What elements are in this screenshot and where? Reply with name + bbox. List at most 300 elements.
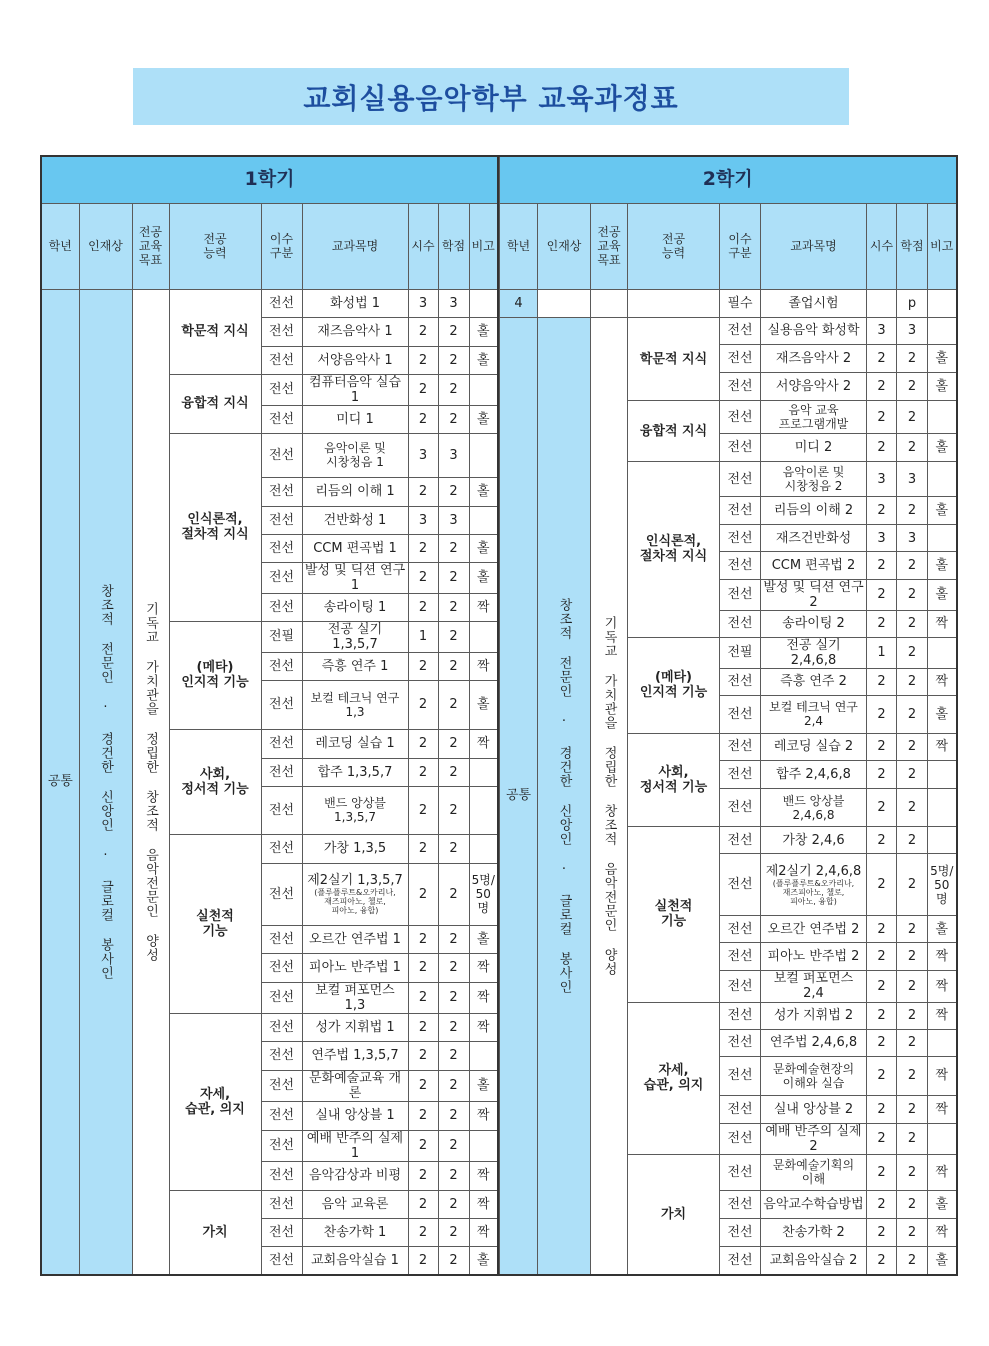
cell-hours: 2 <box>408 786 438 834</box>
cell-credit: 2 <box>438 346 469 374</box>
ability-cell: 융합적 지식 <box>169 374 261 433</box>
cell-type: 전선 <box>720 943 761 971</box>
cell-credit: 2 <box>438 1190 469 1218</box>
cell-note: 짝 <box>469 953 498 982</box>
cell-type: 전선 <box>261 1041 302 1070</box>
cell-type: 전선 <box>720 668 761 695</box>
cell-course: 전공 실기 2,4,6,8 <box>761 637 867 668</box>
cell-credit: 2 <box>438 374 469 405</box>
goal-cell: 기독교 가치관을 정립한 창조적 음악전문인 양성 <box>591 317 628 1275</box>
cell-hours: 2 <box>867 497 897 525</box>
cell-hours: 2 <box>408 1190 438 1218</box>
cell-course: 발성 및 딕션 연구2 <box>761 579 867 610</box>
cell-type: 전선 <box>261 1218 302 1246</box>
cell-type: 전선 <box>261 758 302 786</box>
cell-credit: 2 <box>897 943 928 971</box>
semester-label: 1학기 <box>41 156 498 203</box>
cell-credit: 2 <box>438 680 469 729</box>
cell-type: 전선 <box>720 525 761 552</box>
cell-type: 전선 <box>261 506 302 534</box>
cell-hours: 3 <box>867 525 897 552</box>
cell-credit: 2 <box>897 1219 928 1247</box>
cell-type: 전선 <box>261 405 302 433</box>
cell-course: 재즈건반화성 <box>761 525 867 552</box>
grade-cell: 공통 <box>500 317 538 1275</box>
cell-course: 보컬 퍼포먼스 2,4 <box>761 971 867 1002</box>
cell-type: 전선 <box>261 786 302 834</box>
cell-note: 홀 <box>469 477 498 506</box>
page-title: 교회실용음악학부 교육과정표 <box>133 68 849 125</box>
cell-type: 전필 <box>261 621 302 652</box>
cell-note <box>469 786 498 834</box>
cell-type: 전선 <box>720 854 761 916</box>
course-sub-note: (플루플루트&오카리나, 재즈피아노, 첼로, 피아노, 융합) <box>772 878 855 906</box>
cell-credit: 2 <box>897 1154 928 1190</box>
cell-credit: 2 <box>897 373 928 401</box>
cell-type: 전선 <box>720 916 761 943</box>
cell-type: 전선 <box>720 1095 761 1123</box>
cell-hours: 2 <box>867 1056 897 1095</box>
cell-note <box>469 289 498 317</box>
cell-note: 짝 <box>469 729 498 758</box>
cell-note: 홀 <box>928 916 957 943</box>
ability-cell: 융합적 지식 <box>628 401 720 462</box>
cell-hours: 2 <box>867 668 897 695</box>
cell-note <box>469 1130 498 1161</box>
cell-note: 홀 <box>469 346 498 374</box>
cell-type: 전선 <box>720 1123 761 1154</box>
cell-credit: 2 <box>438 621 469 652</box>
cell-credit: 2 <box>897 1247 928 1275</box>
cell-hours: 2 <box>867 971 897 1002</box>
cell-hours: 2 <box>867 827 897 854</box>
cell-type: 전선 <box>261 652 302 680</box>
cell-hours: 2 <box>408 925 438 953</box>
cell-type: 전선 <box>720 401 761 434</box>
cell-type: 전선 <box>720 579 761 610</box>
cell-hours: 2 <box>408 1130 438 1161</box>
cell-type: 전선 <box>261 925 302 953</box>
cell-note: 홀 <box>928 434 957 462</box>
header-ability: 전공 능력 <box>628 203 720 289</box>
cell-hours: 2 <box>867 1190 897 1218</box>
cell-hours: 2 <box>408 758 438 786</box>
cell-hours: 2 <box>408 1101 438 1130</box>
cell-credit: 3 <box>438 289 469 317</box>
cell-course: 실용음악 화성학 <box>761 317 867 344</box>
cell-hours: 2 <box>408 1218 438 1246</box>
cell-credit: 2 <box>438 925 469 953</box>
cell-course: 레코딩 실습 2 <box>761 733 867 760</box>
cell-credit: 2 <box>438 729 469 758</box>
cell-credit: 2 <box>897 1095 928 1123</box>
cell-course: 제2실기 2,4,6,8 (플루플루트&오카리나, 재즈피아노, 첼로, 피아노, 융합) <box>761 854 867 916</box>
cell-hours: 2 <box>867 373 897 401</box>
cell-credit: 3 <box>438 506 469 534</box>
cell-note: 짝 <box>928 1095 957 1123</box>
cell-hours: 2 <box>408 1070 438 1101</box>
cell-course: 음악이론 및 시창청음 1 <box>302 433 408 477</box>
cell-type: 전선 <box>720 497 761 525</box>
cell-hours: 2 <box>408 1041 438 1070</box>
cell-course: 레코딩 실습 1 <box>302 729 408 758</box>
cell-note <box>469 621 498 652</box>
cell-course: 즉흥 연주 1 <box>302 652 408 680</box>
cell-hours: 2 <box>867 1219 897 1247</box>
ability-cell: 인식론적, 절차적 지식 <box>169 433 261 621</box>
cell-course: 송라이팅 1 <box>302 593 408 621</box>
cell-credit: 2 <box>438 1013 469 1041</box>
cell-course: 보컬 테크닉 연구 2,4 <box>761 695 867 733</box>
cell-note: 홀 <box>469 1070 498 1101</box>
cell-hours: 2 <box>408 652 438 680</box>
cell-credit: 2 <box>897 1002 928 1029</box>
cell-credit: 2 <box>438 652 469 680</box>
cell-note: 홀 <box>928 579 957 610</box>
cell-type: 전선 <box>261 863 302 925</box>
cell-note <box>928 637 957 668</box>
header-goal: 전공 교육 목표 <box>591 203 628 289</box>
ability-cell: 실천적 기능 <box>169 834 261 1013</box>
cell-credit: 2 <box>897 1190 928 1218</box>
cell-course: 찬송가학 2 <box>761 1219 867 1247</box>
cell-note: 짝 <box>928 1056 957 1095</box>
cell-type: 전선 <box>261 317 302 346</box>
cell-credit: 2 <box>438 562 469 593</box>
cell-note <box>928 525 957 552</box>
cell-hours: 1 <box>867 637 897 668</box>
cell-note: 짝 <box>469 593 498 621</box>
cell-type: 전선 <box>261 680 302 729</box>
cell-note: 홀 <box>469 562 498 593</box>
cell-course: 서양음악사 2 <box>761 373 867 401</box>
goal-cell: 기독교 가치관을 정립한 창조적 음악전문인 양성 <box>132 289 169 1275</box>
cell-type: 전선 <box>720 317 761 344</box>
cell-type: 전선 <box>720 1002 761 1029</box>
cell-course: 가창 1,3,5 <box>302 834 408 863</box>
cell-type: 전선 <box>720 827 761 854</box>
cell-course: 송라이팅 2 <box>761 610 867 637</box>
cell-credit: 2 <box>897 695 928 733</box>
cell-credit: 2 <box>897 637 928 668</box>
cell-hours: 2 <box>408 562 438 593</box>
cell-note: 짝 <box>928 1219 957 1247</box>
header-talent: 인재상 <box>538 203 591 289</box>
cell-type: 전선 <box>720 373 761 401</box>
cell-course: 음악 교육 프로그램개발 <box>761 401 867 434</box>
cell-note: 짝 <box>469 1013 498 1041</box>
cell-credit: 2 <box>897 579 928 610</box>
header-credit: 학점 <box>897 203 928 289</box>
cell-credit: 2 <box>438 1070 469 1101</box>
cell-note <box>928 289 957 317</box>
cell-type: 전선 <box>261 729 302 758</box>
cell-course: 졸업시험 <box>761 289 867 317</box>
cell-hours: 2 <box>867 401 897 434</box>
cell-hours: 2 <box>408 405 438 433</box>
cell-hours: 2 <box>408 346 438 374</box>
cell-note: 짝 <box>469 1161 498 1190</box>
cell-note: 홀 <box>928 373 957 401</box>
cell-note: 짝 <box>469 1218 498 1246</box>
cell-credit: 2 <box>897 827 928 854</box>
empty-cell <box>591 289 628 317</box>
cell-type: 전필 <box>720 637 761 668</box>
cell-course: 문화예술기획의 이해 <box>761 1154 867 1190</box>
ability-cell: 가치 <box>628 1154 720 1275</box>
cell-course: 음악감상과 비평 <box>302 1161 408 1190</box>
cell-note: 홀 <box>469 534 498 562</box>
cell-credit: 2 <box>897 497 928 525</box>
cell-course: 전공 실기 1,3,5,7 <box>302 621 408 652</box>
cell-course: 밴드 앙상블 2,4,6,8 <box>761 789 867 827</box>
ability-cell: 인식론적, 절차적 지식 <box>628 462 720 637</box>
cell-note: 홀 <box>928 1190 957 1218</box>
cell-note <box>469 374 498 405</box>
cell-hours: 2 <box>867 1095 897 1123</box>
cell-hours <box>867 289 897 317</box>
cell-course: 화성법 1 <box>302 289 408 317</box>
cell-course: 예배 반주의 실제 1 <box>302 1130 408 1161</box>
cell-type: 전선 <box>720 760 761 788</box>
cell-hours: 3 <box>408 506 438 534</box>
cell-course: 음악교수학습방법 <box>761 1190 867 1218</box>
cell-credit: 2 <box>438 863 469 925</box>
cell-note: 홀 <box>928 344 957 372</box>
cell-course: 실내 앙상블 2 <box>761 1095 867 1123</box>
cell-type: 전선 <box>261 1101 302 1130</box>
cell-note <box>928 827 957 854</box>
semester-label: 2학기 <box>500 156 957 203</box>
cell-credit: 2 <box>438 834 469 863</box>
grade-4: 4 <box>500 289 538 317</box>
cell-credit: 2 <box>897 971 928 1002</box>
header-course: 교과목명 <box>302 203 408 289</box>
cell-course: 서양음악사 1 <box>302 346 408 374</box>
cell-type: 전선 <box>261 953 302 982</box>
ability-cell: (메타) 인지적 기능 <box>628 637 720 733</box>
cell-note: 홀 <box>928 695 957 733</box>
cell-type: 전선 <box>261 1013 302 1041</box>
cell-course: 컴퓨터음악 실습 1 <box>302 374 408 405</box>
talent-cell: 창조적 전문인 · 경건한 신앙인 · 글로컬 봉사인 <box>538 317 591 1275</box>
cell-hours: 3 <box>867 462 897 497</box>
ability-cell: 자세, 습관, 의지 <box>628 1002 720 1154</box>
cell-hours: 2 <box>408 863 438 925</box>
cell-course: 오르간 연주법 1 <box>302 925 408 953</box>
cell-course: 리듬의 이해 2 <box>761 497 867 525</box>
cell-course: 음악이론 및 시창청음 2 <box>761 462 867 497</box>
header-ability: 전공 능력 <box>169 203 261 289</box>
cell-hours: 2 <box>867 943 897 971</box>
cell-credit: 2 <box>897 434 928 462</box>
cell-course: 문화예술교육 개론 <box>302 1070 408 1101</box>
cell-note <box>928 1123 957 1154</box>
cell-course: 재즈음악사 1 <box>302 317 408 346</box>
cell-credit: 2 <box>897 610 928 637</box>
cell-note <box>928 1029 957 1056</box>
cell-course: 피아노 반주법 2 <box>761 943 867 971</box>
cell-credit: 2 <box>897 1029 928 1056</box>
cell-credit: 2 <box>897 1056 928 1095</box>
cell-hours: 1 <box>408 621 438 652</box>
cell-course: 음악 교육론 <box>302 1190 408 1218</box>
ability-cell: 자세, 습관, 의지 <box>169 1013 261 1190</box>
cell-hours: 3 <box>408 433 438 477</box>
cell-credit: 3 <box>897 462 928 497</box>
cell-note: 짝 <box>928 943 957 971</box>
cell-hours: 2 <box>867 1029 897 1056</box>
grade-cell: 공통 <box>41 289 79 1275</box>
cell-type: 전선 <box>261 346 302 374</box>
cell-credit: 2 <box>897 854 928 916</box>
cell-hours: 2 <box>867 789 897 827</box>
cell-type: 전선 <box>261 1161 302 1190</box>
course-sub-note: (플루플루트&오카리나, 재즈피아노, 첼로, 피아노, 융합) <box>314 888 396 915</box>
cell-note: 5명/ 50명 <box>928 854 957 916</box>
cell-course: 제2실기 1,3,5,7 (플루플루트&오카리나, 재즈피아노, 첼로, 피아노, 융합) <box>302 863 408 925</box>
cell-credit: 3 <box>897 317 928 344</box>
empty-cell <box>628 289 720 317</box>
cell-credit: 2 <box>438 405 469 433</box>
cell-type: 전선 <box>720 971 761 1002</box>
talent-cell: 창조적 전문인 · 경건한 신앙인 · 글로컬 봉사인 <box>79 289 132 1275</box>
cell-course: 보컬 테크닉 연구 1,3 <box>302 680 408 729</box>
cell-credit: 3 <box>897 525 928 552</box>
cell-note: 홀 <box>928 497 957 525</box>
header-goal: 전공 교육 목표 <box>132 203 169 289</box>
semester-1-table <box>40 155 499 1276</box>
cell-credit: 2 <box>438 1218 469 1246</box>
cell-course: 연주법 2,4,6,8 <box>761 1029 867 1056</box>
cell-type: 전선 <box>261 1130 302 1161</box>
cell-course: 예배 반주의 실제 2 <box>761 1123 867 1154</box>
cell-type: 전선 <box>261 477 302 506</box>
cell-type: 전선 <box>720 1154 761 1190</box>
cell-note: 짝 <box>928 733 957 760</box>
ability-cell: 학문적 지식 <box>628 317 720 400</box>
cell-type: 전선 <box>261 593 302 621</box>
empty-cell <box>538 289 591 317</box>
cell-note: 짝 <box>928 1154 957 1190</box>
ability-cell: 실천적 기능 <box>628 827 720 1002</box>
semester-header-row <box>41 156 498 203</box>
header-note: 비고 <box>928 203 957 289</box>
cell-credit: 2 <box>438 786 469 834</box>
cell-course: 발성 및 딕션 연구1 <box>302 562 408 593</box>
cell-credit: p <box>897 289 928 317</box>
cell-type: 전선 <box>261 289 302 317</box>
cell-hours: 2 <box>867 1247 897 1275</box>
cell-type: 전선 <box>720 1029 761 1056</box>
cell-type: 전선 <box>720 1190 761 1218</box>
cell-course: 재즈음악사 2 <box>761 344 867 372</box>
cell-note <box>469 758 498 786</box>
cell-course: 미디 1 <box>302 405 408 433</box>
cell-note: 짝 <box>928 668 957 695</box>
header-hours: 시수 <box>408 203 438 289</box>
cell-type: 전선 <box>261 982 302 1013</box>
header-type: 이수 구분 <box>720 203 761 289</box>
cell-credit: 2 <box>897 344 928 372</box>
ability-cell: 학문적 지식 <box>169 289 261 374</box>
column-header-row <box>500 203 957 289</box>
cell-note: 짝 <box>928 1002 957 1029</box>
cell-credit: 2 <box>438 1101 469 1130</box>
cell-type: 전선 <box>720 610 761 637</box>
table-row <box>500 289 957 317</box>
cell-hours: 3 <box>867 317 897 344</box>
cell-credit: 2 <box>438 982 469 1013</box>
cell-credit: 2 <box>438 593 469 621</box>
cell-credit: 2 <box>897 552 928 579</box>
cell-hours: 3 <box>408 289 438 317</box>
table-row <box>41 289 498 317</box>
cell-hours: 2 <box>867 733 897 760</box>
cell-credit: 2 <box>897 733 928 760</box>
cell-type: 전선 <box>261 1246 302 1275</box>
cell-hours: 2 <box>408 680 438 729</box>
cell-credit: 2 <box>438 534 469 562</box>
cell-note <box>469 506 498 534</box>
cell-course: 성가 지휘법 2 <box>761 1002 867 1029</box>
cell-credit: 2 <box>438 477 469 506</box>
cell-note: 짝 <box>469 652 498 680</box>
cell-credit: 2 <box>897 760 928 788</box>
cell-hours: 2 <box>867 610 897 637</box>
cell-course: 성가 지휘법 1 <box>302 1013 408 1041</box>
cell-credit: 2 <box>897 401 928 434</box>
cell-note: 홀 <box>469 1246 498 1275</box>
cell-type: 전선 <box>261 534 302 562</box>
cell-hours: 2 <box>408 1161 438 1190</box>
cell-note: 짝 <box>469 1190 498 1218</box>
cell-note: 홀 <box>928 552 957 579</box>
cell-credit: 2 <box>438 1130 469 1161</box>
cell-note: 짝 <box>928 610 957 637</box>
cell-hours: 2 <box>408 317 438 346</box>
cell-type: 전선 <box>720 789 761 827</box>
cell-hours: 2 <box>408 1013 438 1041</box>
cell-hours: 2 <box>408 374 438 405</box>
cell-hours: 2 <box>408 834 438 863</box>
cell-hours: 2 <box>408 982 438 1013</box>
ability-cell: 사회, 정서적 기능 <box>169 729 261 834</box>
cell-hours: 2 <box>408 953 438 982</box>
cell-note: 5명/ 50명 <box>469 863 498 925</box>
header-hours: 시수 <box>867 203 897 289</box>
header-grade: 학년 <box>41 203 79 289</box>
cell-hours: 2 <box>867 552 897 579</box>
cell-credit: 2 <box>897 668 928 695</box>
cell-hours: 2 <box>867 695 897 733</box>
header-grade: 학년 <box>500 203 538 289</box>
cell-credit: 2 <box>438 1246 469 1275</box>
cell-course: 오르간 연주법 2 <box>761 916 867 943</box>
cell-hours: 2 <box>867 916 897 943</box>
cell-note: 짝 <box>469 1101 498 1130</box>
cell-note: 짝 <box>928 971 957 1002</box>
cell-course: 건반화성 1 <box>302 506 408 534</box>
cell-note <box>928 401 957 434</box>
cell-type: 전선 <box>261 1190 302 1218</box>
header-credit: 학점 <box>438 203 469 289</box>
cell-type: 전선 <box>720 462 761 497</box>
header-course: 교과목명 <box>761 203 867 289</box>
header-talent: 인재상 <box>79 203 132 289</box>
cell-course: 즉흥 연주 2 <box>761 668 867 695</box>
cell-hours: 2 <box>408 1246 438 1275</box>
